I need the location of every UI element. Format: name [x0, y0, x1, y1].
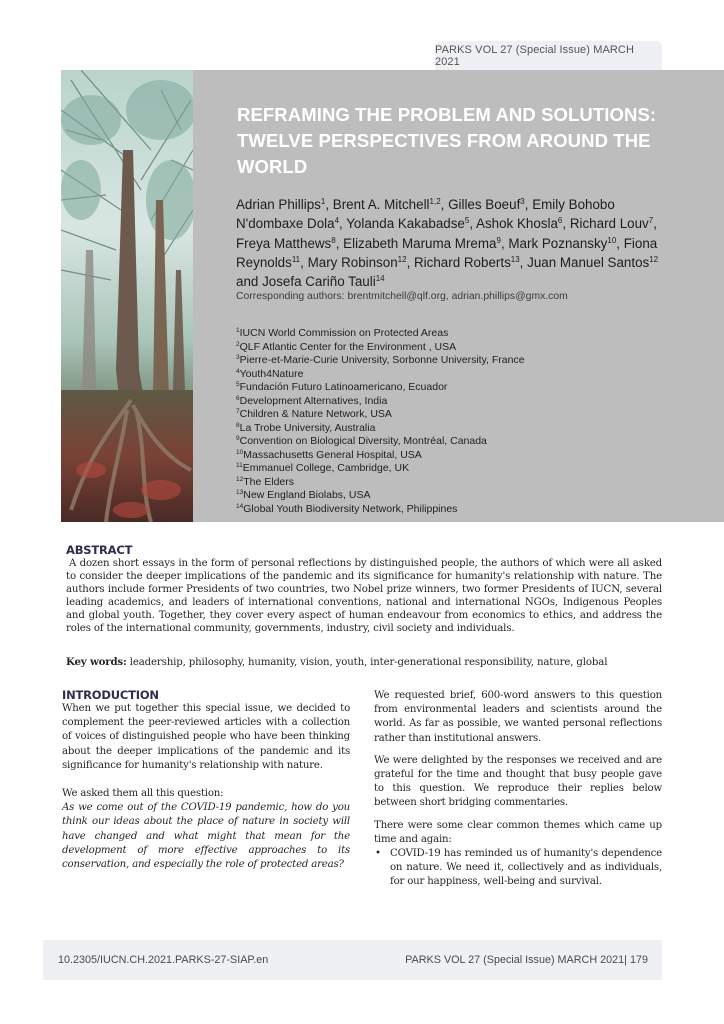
question-text: As we come out of the COVID-19 pandemic, how do you think our ideas about the place of nature in society will have changed and what might that mean for the development of more effective approaches to its conservation, and especially the role of protected areas? [62, 802, 350, 871]
affiliation-item [236, 449, 666, 463]
affiliation-item [236, 354, 666, 368]
abstract-text: A dozen short essays in the form of personal reflections by distinguished people, the authors of which were all asked to consider the deeper implications of the pandemic and its significance for humanity's relationship with nature. The authors include former Presidents of two countries, two Nobel prize winners, two former Presidents of IUCN, several leading academics, and leaders of international conventions, national and international NGOs, Indigenous Peoples and global youth. Together, they cover every aspect of human endeavour from economics to ethics, and address the roles of the international community, governments, industry, civil society and individuals. [66, 558, 662, 635]
intro-paragraph-5: There were some clear common themes which came up time and again: [374, 819, 662, 845]
affiliation-number: 14 [236, 502, 244, 510]
author-affiliation-number: 12 [649, 254, 659, 264]
doi-link[interactable]: 10.2305/IUCN.CH.2021.PARKS-27-SIAP.en [58, 954, 269, 966]
affiliation-number: 13 [236, 489, 244, 496]
author-name: Richard Louv [569, 216, 649, 232]
author-name: Ashok Khosla [476, 216, 558, 232]
author-affiliation-number: 5 [464, 216, 470, 226]
author-affiliation-number: 8 [331, 235, 336, 245]
affiliation-text: Children & Nature Network, USA [239, 408, 392, 420]
author-name: Emily Bohobo N'dombaxe Dola [236, 197, 615, 232]
introduction-heading: INTRODUCTION [62, 688, 159, 702]
affiliation-number: 9 [236, 435, 240, 442]
affiliation-number: 4 [236, 367, 240, 375]
affiliation-number: 2 [236, 340, 240, 348]
author-separator: , [500, 235, 509, 251]
author-list [236, 195, 666, 291]
author-separator: , [562, 216, 570, 232]
author-separator: , [406, 254, 415, 270]
author-name: Adrian Phillips [236, 197, 321, 212]
affiliation-number: 6 [236, 394, 240, 402]
affiliation-number: 12 [236, 475, 244, 483]
author-separator: , [519, 254, 528, 270]
author-affiliation-number: 4 [334, 216, 340, 226]
affiliation-item [236, 462, 666, 476]
affiliation-text: IUCN World Commission on Protected Areas [239, 327, 449, 339]
affiliation-text: QLF Atlantic Center for the Environment , USA [239, 340, 457, 353]
affiliation-number: 5 [236, 381, 240, 388]
author-affiliation-number: 13 [510, 254, 520, 264]
author-affiliation-number: 1 [320, 197, 326, 206]
affiliation-item [236, 368, 666, 382]
author-affiliation-number: 12 [397, 254, 407, 264]
corresponding-authors: Corresponding authors: brentmitchell@qlf.org, adrian.phillips@gmx.com [236, 291, 568, 302]
intro-paragraph-2: We asked them all this question: [62, 788, 224, 800]
affiliation-text: Emmanuel College, Cambridge, UK [242, 462, 410, 474]
affiliation-text: Fundación Futuro Latinoamericano, Ecuador [239, 381, 448, 393]
affiliation-text: Massachusetts General Hospital, USA [243, 448, 422, 461]
affiliation-item [236, 422, 666, 436]
author-name: Richard Roberts [414, 254, 511, 270]
abstract-section [66, 543, 662, 636]
author-affiliation-number: 1,2 [429, 197, 441, 206]
intro-question [62, 801, 350, 872]
author-name: Yolanda Kakabadse [346, 216, 465, 232]
footer-journal-page: PARKS VOL 27 (Special Issue) MARCH 2021| 179 [405, 954, 648, 966]
affiliation-text: Convention on Biological Diversity, Montréal, Canada [239, 435, 487, 447]
affiliation-text: New England Biolabs, USA [243, 489, 371, 501]
abstract-heading: ABSTRACT [66, 543, 133, 557]
affiliation-number: 7 [236, 408, 240, 415]
author-name: Brent A. Mitchell [332, 197, 430, 212]
author-name: Elizabeth Maruma Mrema [343, 235, 497, 251]
author-separator: , [440, 197, 449, 212]
journal-header-tab: PARKS VOL 27 (Special Issue) MARCH 2021 [435, 41, 662, 71]
affiliation-item [236, 476, 666, 490]
author-separator: , [325, 197, 333, 212]
affiliation-number: 11 [236, 462, 243, 469]
affiliation-item [236, 503, 666, 517]
affiliation-number: 3 [236, 354, 240, 361]
author-separator: and [236, 274, 263, 290]
author-name: Mark Poznansky [508, 235, 608, 251]
affiliation-item [236, 327, 666, 341]
affiliation-number: 1 [236, 327, 240, 334]
title-hero [61, 70, 724, 522]
author-separator: , [653, 216, 657, 232]
author-name: Mary Robinson [307, 254, 398, 270]
affiliation-item [236, 395, 666, 409]
affiliation-text: Youth4Nature [239, 367, 304, 380]
affiliations-list [236, 327, 666, 516]
affiliation-text: Global Youth Biodiversity Network, Philippines [243, 502, 458, 515]
author-separator: , [339, 216, 347, 232]
affiliation-text: Pierre-et-Marie-Curie University, Sorbonne University, France [239, 354, 525, 366]
author-name: Josefa Cariño Tauli [262, 274, 376, 290]
forest-photo [61, 70, 193, 522]
forest-trees-image [61, 70, 193, 522]
author-separator: , [616, 235, 624, 251]
intro-paragraph-4: We were delighted by the responses we received and are grateful for the time and thought that busy people gave to this question. We reproduce their replies below between short bridging commentaries. [374, 754, 662, 809]
theme-text: COVID-19 has reminded us of humanity's dependence on nature. We need it, collectively and as individuals, for our happiness, well-being and survival. [390, 848, 662, 888]
author-affiliation-number: 10 [607, 235, 617, 245]
affiliation-item [236, 381, 666, 395]
author-affiliation-number: 14 [375, 274, 385, 284]
author-separator: , [524, 197, 533, 212]
author-name: Freya Matthews [236, 235, 332, 251]
author-separator: , [469, 216, 477, 232]
affiliation-text: The Elders [243, 475, 295, 488]
author-name: Fiona Reynolds [236, 235, 658, 270]
author-name: Juan Manuel Santos [527, 254, 650, 270]
bullet-icon: • [375, 848, 381, 860]
right-column [374, 689, 662, 890]
author-affiliation-number: 6 [557, 216, 563, 226]
affiliation-item [236, 435, 666, 449]
author-separator: , [335, 235, 344, 251]
affiliation-text: Development Alternatives, India [239, 394, 388, 407]
themes-list [374, 847, 662, 890]
author-separator: , [300, 254, 308, 270]
affiliation-number: 8 [236, 421, 240, 429]
affiliation-item [236, 489, 666, 503]
affiliation-text: La Trobe University, Australia [239, 421, 376, 434]
author-affiliation-number: 7 [648, 216, 654, 226]
affiliation-item [236, 408, 666, 422]
author-affiliation-number: 3 [520, 197, 525, 206]
affiliation-number: 10 [236, 448, 244, 456]
article-title: REFRAMING THE PROBLEM AND SOLUTIONS: TWELVE PERSPECTIVES FROM AROUND THE WORLD [237, 104, 657, 177]
left-column [62, 688, 350, 872]
intro-paragraph-3: We requested brief, 600-word answers to this question from environmental leaders and scientists around the world. As far as possible, we wanted personal reflections rather than institutional answers. [374, 690, 662, 744]
intro-paragraph-1: When we put together this special issue, we decided to complement the peer-reviewed articles with a collection of voices of distinguished people who have been thinking about the deeper implications of the pandemic and its significance for humanity's relationship with nature. [62, 703, 350, 771]
author-name: Gilles Boeuf [448, 197, 521, 212]
page-footer [43, 940, 662, 980]
affiliation-item [236, 341, 666, 355]
author-affiliation-number: 11 [291, 254, 301, 264]
theme-item [374, 847, 662, 890]
keywords [66, 656, 666, 668]
keywords-list: leadership, philosophy, humanity, vision, youth, inter-generational responsibility, nature, global [129, 657, 608, 668]
author-affiliation-number: 9 [496, 235, 501, 245]
keywords-label: Key words: [66, 656, 127, 668]
